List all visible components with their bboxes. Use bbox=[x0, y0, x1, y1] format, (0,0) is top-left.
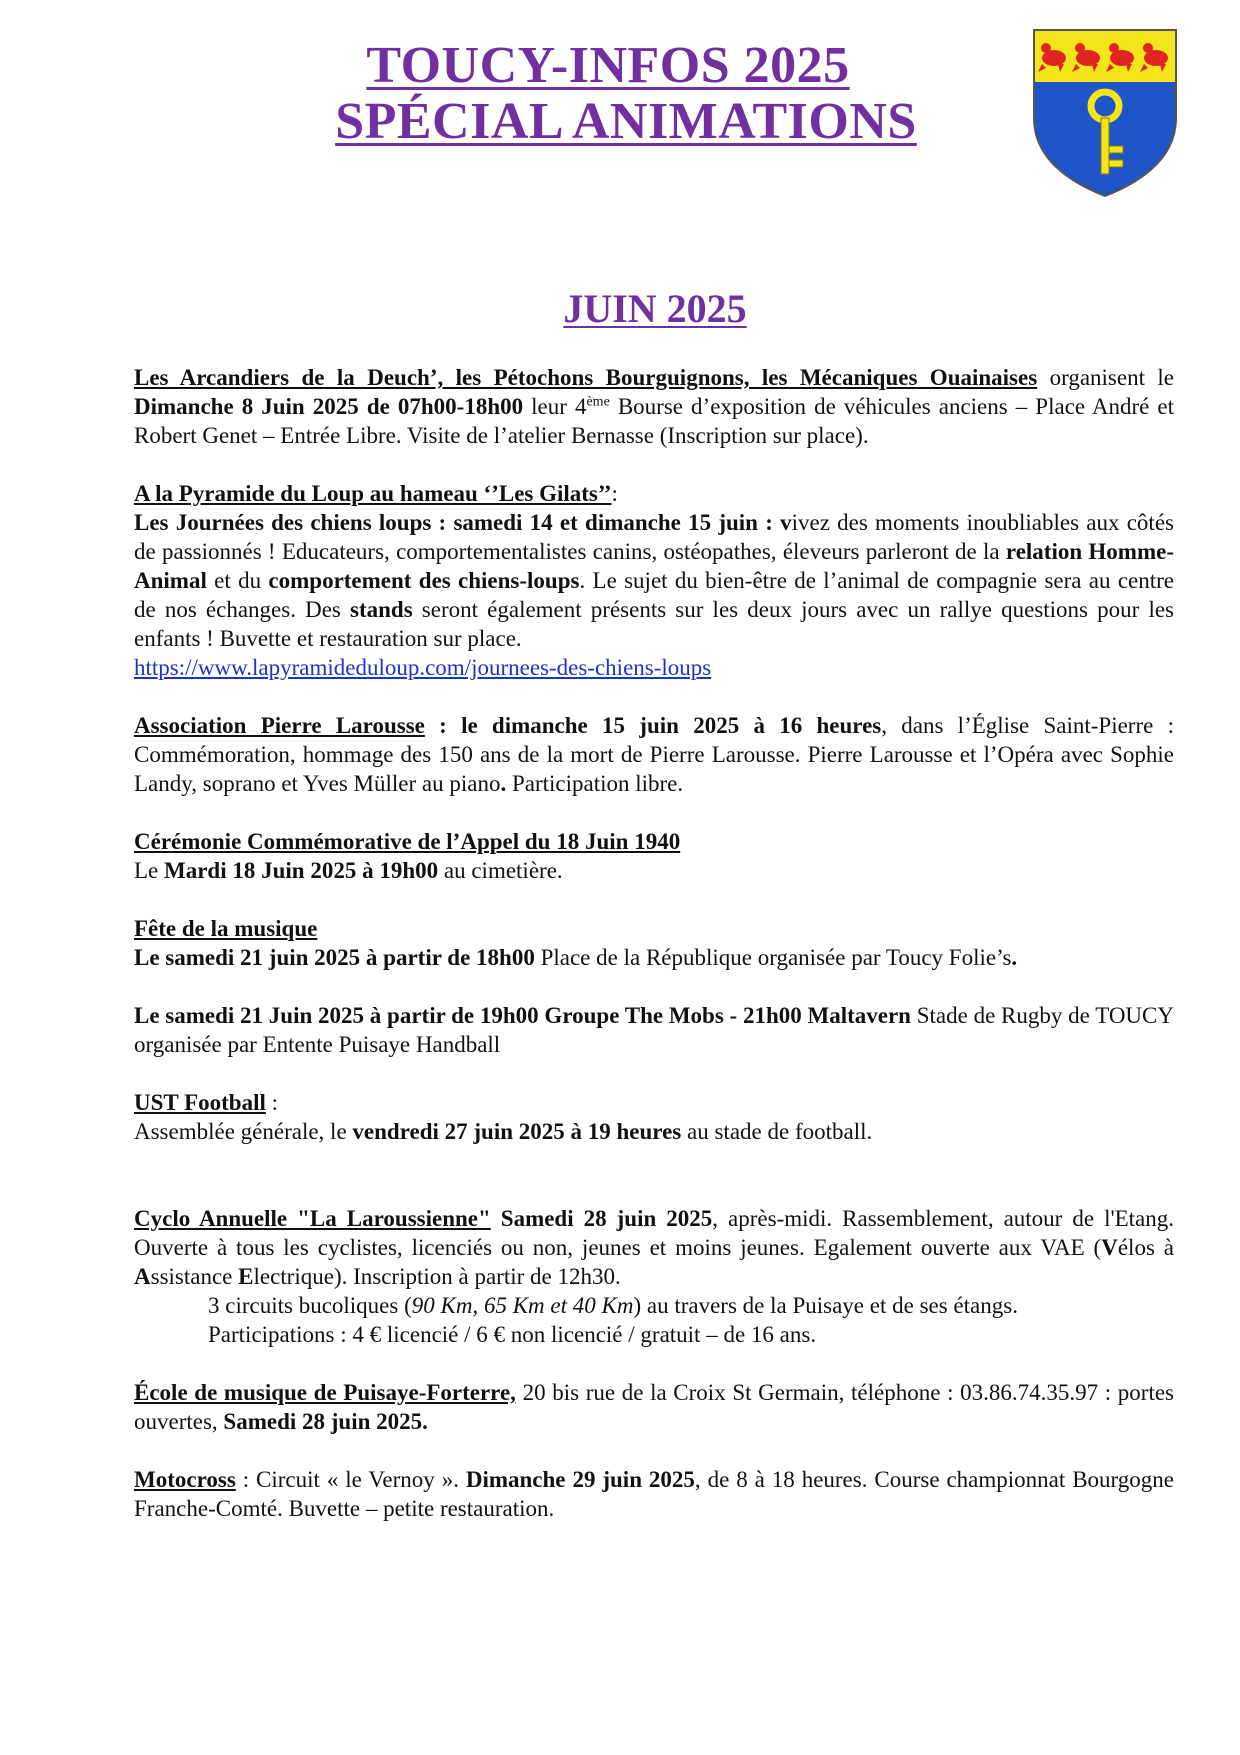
event-highlight: stands bbox=[350, 597, 413, 622]
event-text: , de 8 à 18 heures. Course championnat Bourgogne Franche-Comté. Buvette – petite restauration. bbox=[134, 1467, 1174, 1521]
event-text: Assemblée générale, le bbox=[134, 1119, 353, 1144]
superscript: ème bbox=[586, 394, 610, 410]
event-ceremonie bbox=[134, 827, 1174, 885]
event-text: leur 4 bbox=[523, 394, 587, 419]
page-subtitle: SPÉCIAL ANIMATIONS bbox=[335, 93, 917, 150]
event-text: : Circuit « le Vernoy ». bbox=[235, 1467, 466, 1492]
month-heading: JUIN 2025 bbox=[563, 286, 747, 331]
event-heading: UST Football bbox=[134, 1090, 266, 1115]
page-title: TOUCY-INFOS 2025 bbox=[366, 37, 850, 94]
event-link[interactable]: https://www.lapyramideduloup.com/journees-des-chiens-loups bbox=[134, 655, 712, 680]
event-date: Les Journées des chiens loups : samedi 14 et dimanche 15 juin : v bbox=[134, 510, 792, 535]
event-text: organisent le bbox=[1037, 365, 1174, 390]
event-text: . Le sujet du bien-être de l’animal de compagnie sera au centre de nos échanges. Des bbox=[134, 568, 1174, 622]
event-text: , après-midi. Rassemblement, autour de l'Etang. Ouverte à tous les cyclistes, licenciés ou non, jeunes et moins jeunes. Egalement ouverte aux VAE ( bbox=[134, 1206, 1174, 1260]
event-heading: A la Pyramide du Loup au hameau ‘’Les Gilats’’ bbox=[134, 481, 612, 506]
event-date: vendredi 27 juin 2025 à 19 heures bbox=[352, 1119, 682, 1144]
event-ecole-musique bbox=[134, 1378, 1174, 1436]
event-heading: Fête de la musique bbox=[134, 916, 318, 941]
event-text: , dans l’Église Saint-Pierre : Commémoration, hommage des 150 ans de la mort de Pierre Larousse. Pierre Larousse et l’Opéra avec Sophie Landy, soprano et Yves Müller au piano bbox=[134, 713, 1174, 796]
events-list bbox=[134, 363, 1174, 1552]
event-heading: Motocross bbox=[134, 1467, 236, 1492]
event-cyclo bbox=[134, 1204, 1174, 1349]
event-motocross bbox=[134, 1465, 1174, 1523]
event-text: 3 circuits bucoliques ( bbox=[208, 1293, 412, 1318]
event-date: Dimanche 8 Juin 2025 de 07h00-18h00 bbox=[134, 394, 524, 419]
event-text: Participation libre. bbox=[506, 771, 684, 796]
event-text: Stade de Rugby de TOUCY organisée par Entente Puisaye Handball bbox=[134, 1003, 1174, 1057]
event-date: Samedi 28 juin 2025 bbox=[490, 1206, 713, 1231]
event-heading: École de musique de Puisaye-Forterre, bbox=[134, 1380, 516, 1405]
event-text: ) au travers de la Puisaye et de ses étangs. bbox=[633, 1293, 1018, 1318]
event-text: Le bbox=[134, 858, 165, 883]
event-heading: Cyclo Annuelle "La Laroussienne" bbox=[134, 1206, 491, 1231]
event-text: au stade de football. bbox=[681, 1119, 873, 1144]
event-highlight: comportement des chiens-loups bbox=[268, 568, 580, 593]
event-text: au cimetière. bbox=[438, 858, 563, 883]
event-date: : le dimanche 15 juin 2025 à 16 heures bbox=[424, 713, 882, 738]
event-highlight: V bbox=[1101, 1235, 1118, 1260]
event-date: Samedi 28 juin 2025. bbox=[223, 1409, 428, 1434]
event-highlight: A bbox=[134, 1264, 151, 1289]
event-highlight: relation Homme-Animal bbox=[134, 539, 1174, 593]
event-date: Le samedi 21 juin 2025 à partir de 18h00 bbox=[134, 945, 535, 970]
event-text: : bbox=[265, 1090, 278, 1115]
event-text: élos à bbox=[1117, 1235, 1174, 1260]
event-fete-musique bbox=[134, 914, 1174, 972]
event-prices: Participations : 4 € licencié / 6 € non licencié / gratuit – de 16 ans. bbox=[208, 1322, 817, 1347]
event-date: Dimanche 29 juin 2025 bbox=[465, 1467, 695, 1492]
event-highlight: E bbox=[238, 1264, 254, 1289]
event-heading: Cérémonie Commémorative de l’Appel du 18 Juin 1940 bbox=[134, 829, 681, 854]
event-text: : bbox=[611, 481, 618, 506]
event-text: . bbox=[500, 771, 507, 796]
event-larousse bbox=[134, 711, 1174, 798]
event-heading: Association Pierre Larousse bbox=[134, 713, 425, 738]
event-text: Place de la République organisée par Toucy Folie’s bbox=[534, 945, 1012, 970]
event-bourse bbox=[134, 363, 1174, 450]
event-text: seront également présents sur les deux jours avec un rallye questions pour les enfants ! Buvette et restauration sur place. bbox=[134, 597, 1174, 651]
event-text: lectrique). Inscription à partir de 12h30. bbox=[253, 1264, 621, 1289]
event-text: et du bbox=[206, 568, 269, 593]
event-text: Bourse d’exposition de véhicules anciens – Place André et Robert Genet – Entrée Libre. Visite de l’atelier Bernasse (Inscription sur place). bbox=[134, 394, 1175, 448]
event-org: Les Arcandiers de la Deuch’, les Pétochons Bourguignons, les Mécaniques Ouainaises bbox=[134, 365, 1038, 390]
event-text: ivez des moments inoubliables aux côtés de passionnés ! Educateurs, comportementalistes canins, ostéopathes, éleveurs parleront de la bbox=[134, 510, 1174, 564]
event-circuits bbox=[134, 1291, 1174, 1320]
event-text: 20 bis rue de la Croix St Germain, téléphone : 03.86.74.35.97 : portes ouvertes, bbox=[134, 1380, 1174, 1434]
event-pyramide bbox=[134, 479, 1174, 682]
event-date: Mardi 18 Juin 2025 à 19h00 bbox=[164, 858, 439, 883]
event-text: ssistance bbox=[150, 1264, 239, 1289]
event-football bbox=[134, 1088, 1174, 1146]
event-distances: 90 Km, 65 Km et 40 Km bbox=[411, 1293, 634, 1318]
event-concert bbox=[134, 1001, 1174, 1059]
coat-of-arms-icon bbox=[1030, 28, 1180, 198]
event-text: . bbox=[1011, 945, 1018, 970]
event-date: Le samedi 21 Juin 2025 à partir de 19h00 Groupe The Mobs - 21h00 Maltavern bbox=[134, 1003, 911, 1028]
